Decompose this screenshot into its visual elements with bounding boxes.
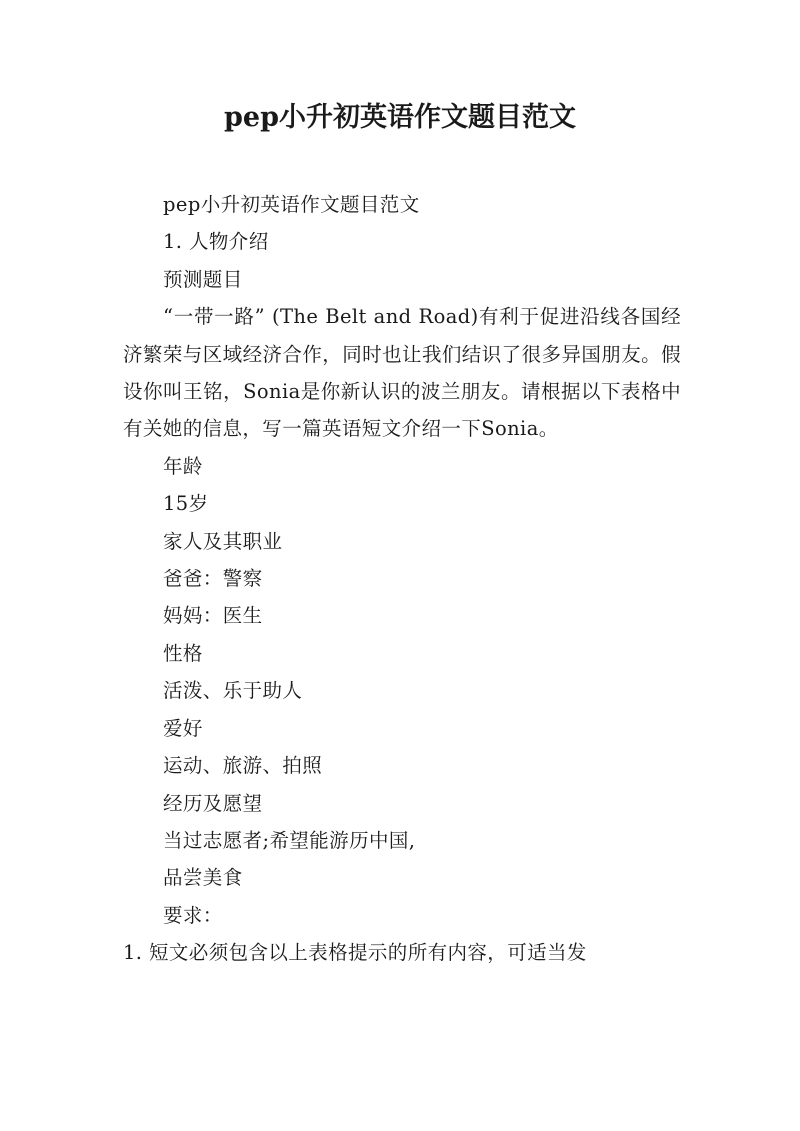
document-title: pep小升初英语作文题目范文 bbox=[224, 102, 576, 133]
table-item-experience-label: 经历及愿望 bbox=[163, 791, 263, 815]
requirement-item: 1. 短文必须包含以上表格提示的所有内容，可适当发 bbox=[123, 941, 587, 965]
table-item-hobby-value: 运动、旅游、拍照 bbox=[163, 754, 323, 778]
table-item-family-label: 家人及其职业 bbox=[163, 529, 283, 553]
table-item-age-value: 15岁 bbox=[163, 492, 209, 516]
subtitle-line: pep小升初英语作文题目范文 bbox=[163, 193, 420, 216]
table-item-hobby-label: 爱好 bbox=[163, 716, 203, 740]
document-body bbox=[123, 186, 681, 972]
table-item-father: 爸爸：警察 bbox=[163, 567, 263, 591]
table-item-personality-value: 活泼、乐于助人 bbox=[163, 679, 303, 703]
table-item-experience-value: 当过志愿者;希望能游历中国, bbox=[163, 828, 416, 852]
prompt-paragraph: “一带一路” (The Belt and Road)有利于促进沿线各国经济繁荣与区域经济合作，同时也让我们结识了很多异国朋友。假设你叫王铭，Sonia是你新认识的波兰朋友。请根据以下表格中有关她的信息，写一篇英语短文介绍一下Sonia。 bbox=[123, 305, 681, 441]
table-item-age-label: 年龄 bbox=[163, 454, 203, 478]
table-item-personality-label: 性格 bbox=[163, 641, 203, 665]
table-item-experience-value-cont: 品尝美食 bbox=[163, 866, 243, 890]
table-item-mother: 妈妈：医生 bbox=[163, 604, 263, 628]
subsection-heading: 预测题目 bbox=[163, 267, 243, 291]
section-heading: 1. 人物介绍 bbox=[163, 230, 269, 254]
requirements-heading: 要求： bbox=[163, 903, 223, 927]
